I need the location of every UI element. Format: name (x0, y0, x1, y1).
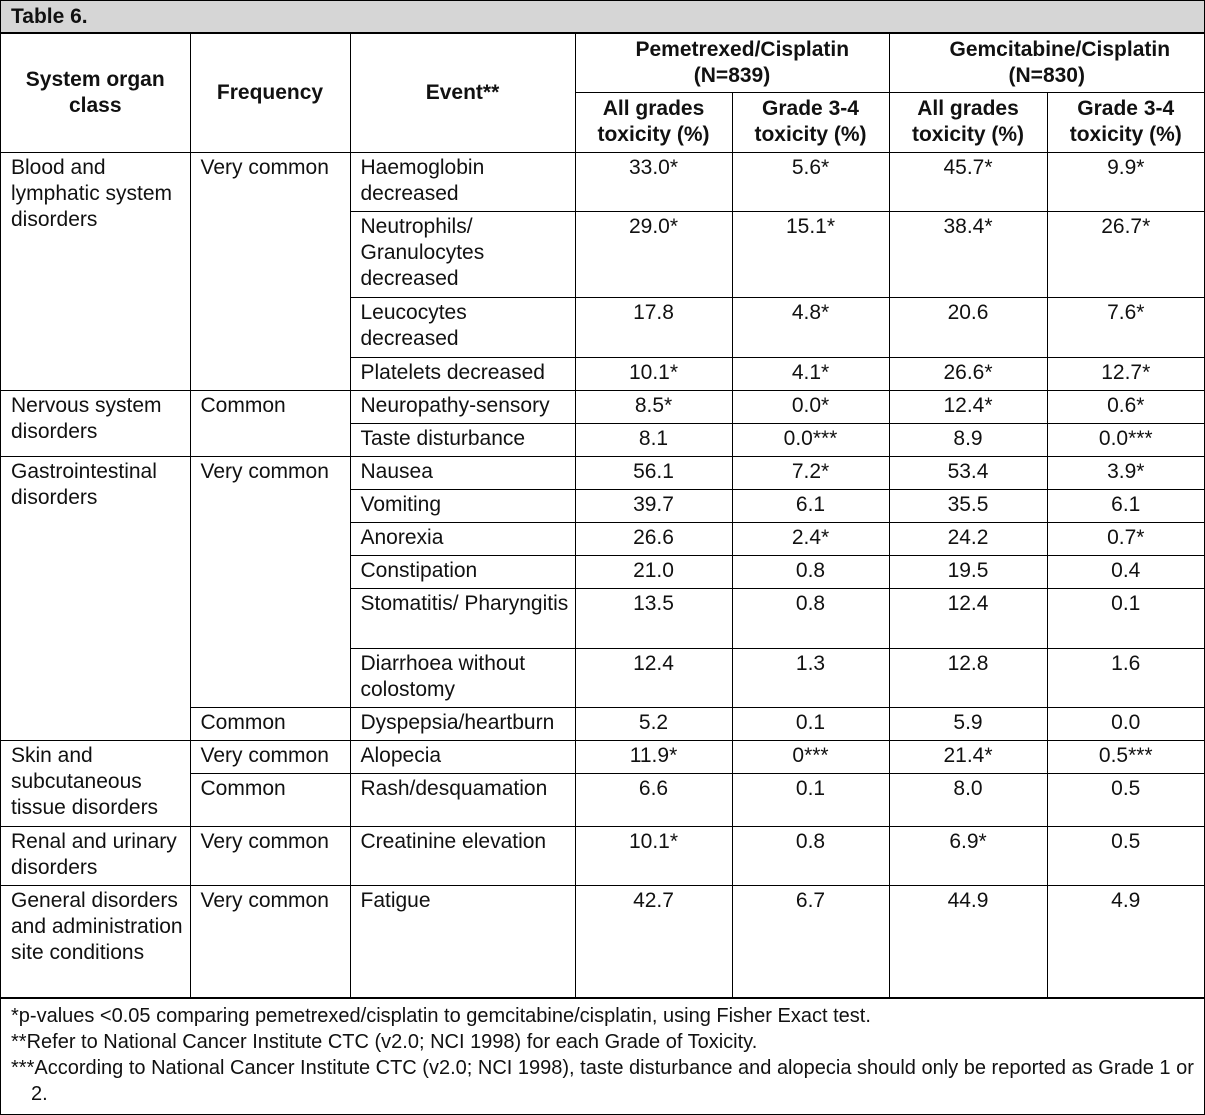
frequency-cell: Very common (190, 826, 350, 885)
value-cell: 4.1* (732, 357, 889, 390)
value-cell: 35.5 (889, 489, 1047, 522)
header-pemetrexed-cisplatin: Pemetrexed/Cisplatin (N=839) (575, 34, 889, 92)
header-grade-3-4: Grade 3-4 toxicity (%) (1047, 92, 1204, 152)
frequency-cell: Very common (190, 152, 350, 390)
value-cell: 11.9* (575, 740, 732, 773)
value-cell: 26.6* (889, 357, 1047, 390)
footnote: **Refer to National Cancer Institute CTC (v2.0; NCI 1998) for each Grade of Toxicity. (11, 1030, 758, 1053)
value-cell: 24.2 (889, 522, 1047, 555)
value-cell: 38.4* (889, 211, 1047, 297)
event-cell: Fatigue (350, 885, 575, 997)
value-cell: 6.1 (1047, 489, 1204, 522)
frequency-cell: Common (190, 390, 350, 456)
value-cell: 2.4* (732, 522, 889, 555)
event-cell: Diarrhoea without colostomy (350, 648, 575, 707)
value-cell: 44.9 (889, 885, 1047, 997)
event-cell: Vomiting (350, 489, 575, 522)
value-cell: 8.0 (889, 773, 1047, 826)
value-cell: 0.8 (732, 588, 889, 648)
value-cell: 0.1 (1047, 588, 1204, 648)
header-event: Event** (350, 34, 575, 152)
frequency-cell: Common (190, 773, 350, 826)
header-all-grades: All grades toxicity (%) (575, 92, 732, 152)
value-cell: 0.1 (732, 773, 889, 826)
event-cell: Haemoglobin decreased (350, 152, 575, 211)
system-organ-class-cell: Blood and lymphatic system disorders (1, 152, 190, 390)
value-cell: 10.1* (575, 826, 732, 885)
value-cell: 0.0 (1047, 707, 1204, 740)
event-cell: Stomatitis/ Pharyngitis (350, 588, 575, 648)
value-cell: 9.9* (1047, 152, 1204, 211)
value-cell: 56.1 (575, 456, 732, 489)
value-cell: 6.9* (889, 826, 1047, 885)
value-cell: 8.1 (575, 423, 732, 456)
event-cell: Dyspepsia/heartburn (350, 707, 575, 740)
value-cell: 5.9 (889, 707, 1047, 740)
value-cell: 0.8 (732, 826, 889, 885)
value-cell: 0.0* (732, 390, 889, 423)
value-cell: 26.7* (1047, 211, 1204, 297)
table-caption: Table 6. (1, 1, 1204, 34)
adverse-events-table (1, 34, 1204, 998)
value-cell: 0.0*** (1047, 423, 1204, 456)
value-cell: 6.7 (732, 885, 889, 997)
value-cell: 39.7 (575, 489, 732, 522)
value-cell: 5.6* (732, 152, 889, 211)
value-cell: 10.1* (575, 357, 732, 390)
value-cell: 21.0 (575, 555, 732, 588)
value-cell: 8.9 (889, 423, 1047, 456)
value-cell: 8.5* (575, 390, 732, 423)
value-cell: 1.3 (732, 648, 889, 707)
value-cell: 4.9 (1047, 885, 1204, 997)
system-organ-class-cell: Renal and urinary disorders (1, 826, 190, 885)
value-cell: 12.7* (1047, 357, 1204, 390)
header-gemcitabine-cisplatin: Gemcitabine/Cisplatin (N=830) (889, 34, 1204, 92)
event-cell: Anorexia (350, 522, 575, 555)
event-cell: Leucocytes decreased (350, 297, 575, 357)
frequency-cell: Very common (190, 456, 350, 707)
event-cell: Neuropathy-sensory (350, 390, 575, 423)
value-cell: 42.7 (575, 885, 732, 997)
event-cell: Rash/desquamation (350, 773, 575, 826)
value-cell: 6.6 (575, 773, 732, 826)
frequency-cell: Very common (190, 740, 350, 773)
value-cell: 0.5 (1047, 773, 1204, 826)
value-cell: 21.4* (889, 740, 1047, 773)
value-cell: 0.5*** (1047, 740, 1204, 773)
value-cell: 0.4 (1047, 555, 1204, 588)
value-cell: 1.6 (1047, 648, 1204, 707)
event-cell: Constipation (350, 555, 575, 588)
header-all-grades: All grades toxicity (%) (889, 92, 1047, 152)
value-cell: 12.4 (889, 588, 1047, 648)
value-cell: 19.5 (889, 555, 1047, 588)
system-organ-class-cell: General disorders and administration site conditions (1, 885, 190, 997)
value-cell: 0*** (732, 740, 889, 773)
value-cell: 7.2* (732, 456, 889, 489)
header-grade-3-4: Grade 3-4 toxicity (%) (732, 92, 889, 152)
value-cell: 33.0* (575, 152, 732, 211)
value-cell: 0.1 (732, 707, 889, 740)
value-cell: 26.6 (575, 522, 732, 555)
value-cell: 29.0* (575, 211, 732, 297)
value-cell: 12.8 (889, 648, 1047, 707)
value-cell: 7.6* (1047, 297, 1204, 357)
footnote: *p-values <0.05 comparing pemetrexed/cisplatin to gemcitabine/cisplatin, using Fisher Exact test. (11, 1004, 871, 1027)
value-cell: 0.0*** (732, 423, 889, 456)
system-organ-class-cell: Nervous system disorders (1, 390, 190, 456)
frequency-cell: Common (190, 707, 350, 740)
value-cell: 12.4 (575, 648, 732, 707)
system-organ-class-cell: Gastrointestinal disorders (1, 456, 190, 740)
footnotes (1, 998, 1204, 1113)
value-cell: 0.5 (1047, 826, 1204, 885)
value-cell: 0.8 (732, 555, 889, 588)
value-cell: 5.2 (575, 707, 732, 740)
value-cell: 20.6 (889, 297, 1047, 357)
event-cell: Creatinine elevation (350, 826, 575, 885)
event-cell: Alopecia (350, 740, 575, 773)
value-cell: 13.5 (575, 588, 732, 648)
value-cell: 45.7* (889, 152, 1047, 211)
event-cell: Neutrophils/ Granulocytes decreased (350, 211, 575, 297)
event-cell: Taste disturbance (350, 423, 575, 456)
value-cell: 0.6* (1047, 390, 1204, 423)
value-cell: 15.1* (732, 211, 889, 297)
event-cell: Nausea (350, 456, 575, 489)
value-cell: 0.7* (1047, 522, 1204, 555)
value-cell: 53.4 (889, 456, 1047, 489)
value-cell: 3.9* (1047, 456, 1204, 489)
system-organ-class-cell: Skin and subcutaneous tissue disorders (1, 740, 190, 826)
header-system-organ-class: System organ class (1, 34, 190, 152)
event-cell: Platelets decreased (350, 357, 575, 390)
value-cell: 12.4* (889, 390, 1047, 423)
frequency-cell: Very common (190, 885, 350, 997)
value-cell: 4.8* (732, 297, 889, 357)
footnote: ***According to National Cancer Institute CTC (v2.0; NCI 1998), taste disturbance and alopecia should only be reported as Grade 1 or 2. (11, 1056, 1194, 1105)
value-cell: 6.1 (732, 489, 889, 522)
header-frequency: Frequency (190, 34, 350, 152)
value-cell: 17.8 (575, 297, 732, 357)
